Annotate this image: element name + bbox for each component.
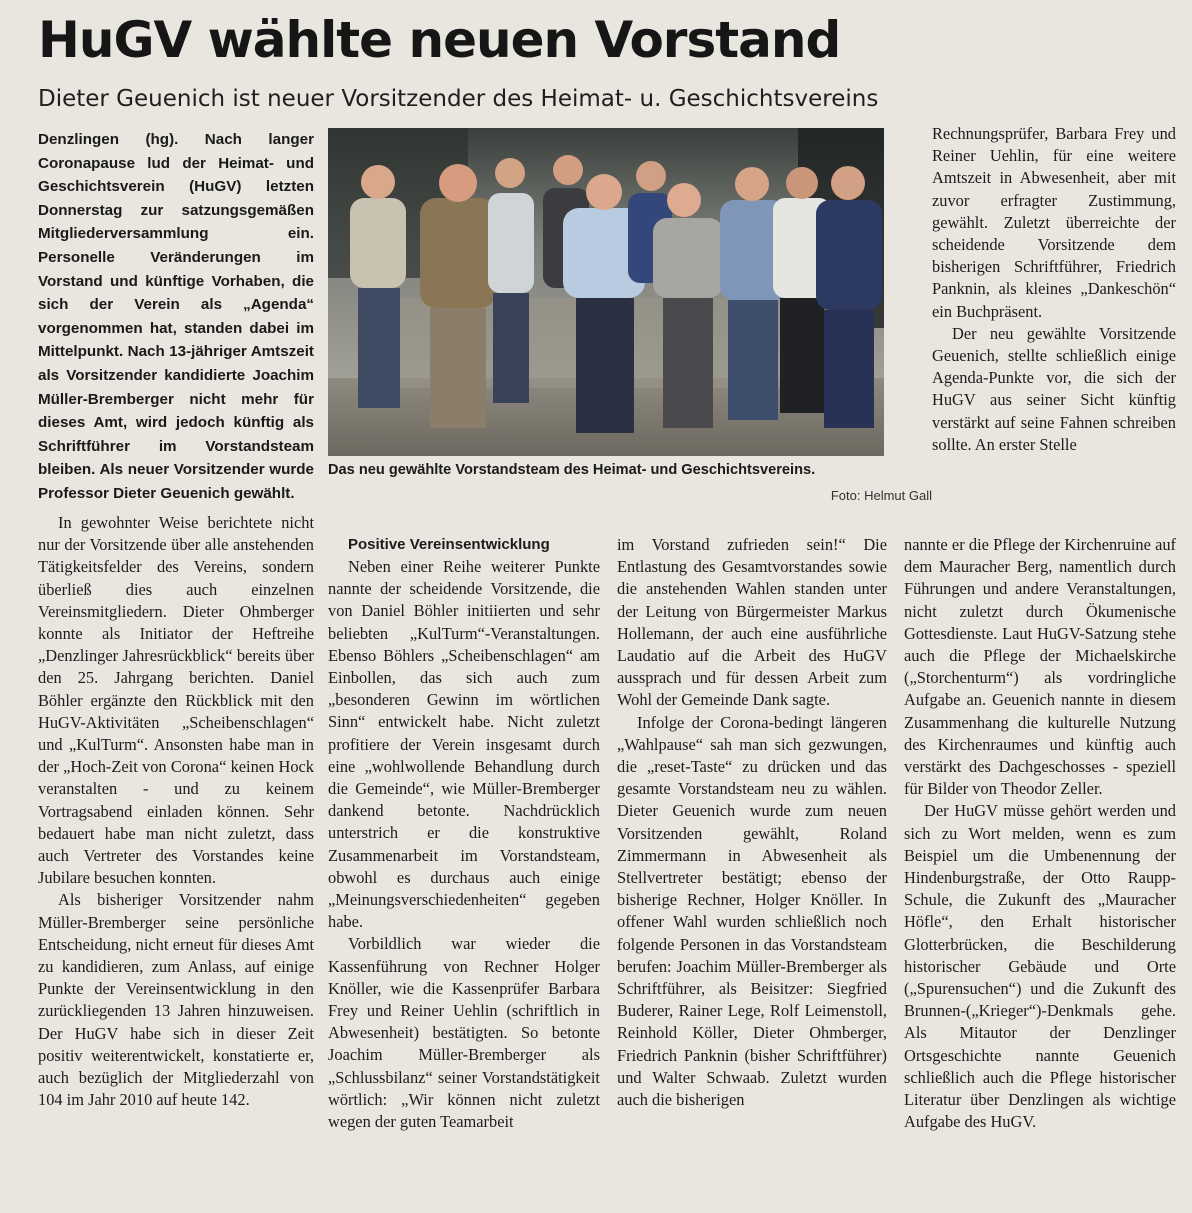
paragraph: nannte er die Pflege der Kirchenruine auf dem Mauracher Berg, namentlich durch Führungen und andere Veranstaltungen, nicht zuletzt durch Ökumenische Gottesdienste. Laut HuGV-Satzung stehe auch die Pflege der Michaelskirche („Storchenturm“) als vordringliche Aufgabe an. Geuenich nannte in diesem Zusammenhang die kulturelle Nutzung des Kirchenraumes und künftig auch verstärkt des Dachgeschosses - speziell für Bilder von Theodor Zeller. (904, 535, 1176, 799)
paragraph: Als bisheriger Vorsitzender nahm Müller-Bremberger seine persönliche Entscheidung, nicht erneut für dieses Amt zu kandidieren, zum Anlass, auf einige Punkte der Vereinsentwicklung in den zurückliegenden 13 Jahren hinzuweisen. Der HuGV habe sich in dieser Zeit positiv weiterentwickelt, konstatierte er, auch bezüglich der Mitgliederzahl von 104 im Jahr 2010 auf heute 142. (38, 890, 314, 1110)
headline: HuGV wählte neuen Vorstand (38, 11, 841, 69)
column-3 (617, 534, 887, 1111)
photo-caption: Das neu gewählte Vorstandsteam des Heimat- und Geschichtsvereins. (328, 462, 816, 478)
column-4-top (932, 123, 1176, 456)
lead-text: Denzlingen (hg). Nach langer Coronapause lud der Heimat- und Geschichtsverein (HuGV) letzten Donnerstag zur satzungsgemäßen Mitgliederversammlung ein. Personelle Veränderungen im Vorstand und künftige Vorhaben, die sich der Verein als „Agenda“ vorgenommen hat, standen dabei im Mittelpunkt. Nach 13-jähriger Amtszeit als Vorsitzender kandidierte Joachim Müller-Bremberger nicht mehr für dieses Amt, wird jedoch künftig als Schriftführer im Vorstandsteam bleiben. Als neuer Vorsitzender wurde Professor Dieter Geuenich gewählt. (38, 131, 314, 502)
paragraph: Der HuGV müsse gehört werden und sich zu Wort melden, wenn es zum Beispiel um die Umbenennung der Hindenburgstraße, der Otto Raupp-Schule, die Zukunft des „Mauracher Höfle“, den Erhalt historischer Glotterbrücken, die Beschilderung historischer Gebäude und Orte („Spurensuchen“) und die Zukunft des Brunnen-(„Krieger“)-Denkmals gehe. Als Mitautor der Denzlinger Ortsgeschichte nannte Geuenich schließlich auch die Pflege historischer Literatur über Denzlingen als wichtige Aufgabe des HuGV. (904, 801, 1176, 1132)
paragraph: Neben einer Reihe weiterer Punkte nannte der scheidende Vorsitzende, die von Daniel Böhler initiierten und sehr beliebten „KulTurm“-Veranstaltungen. Ebenso Böhlers „Scheibenschlagen“ am Einbollen, das sich auch zum „besonderen Gewinn im wörtlichen Sinn“ entwickelt habe. Nicht zuletzt profitiere der Verein insgesamt durch eine „wohlwollende Behandlung durch die Gemeinde“, wie Müller-Bremberger dankend betonte. Nachdrücklich unterstrich er die konstruktive Zusammenarbeit im Vorstandsteam, obwohl es durchaus auch einige „Meinungsverschiedenheiten“ gegeben habe. (328, 557, 600, 932)
person-1 (350, 165, 406, 408)
column-4 (904, 534, 1176, 1133)
paragraph: im Vorstand zufrieden sein!“ Die Entlastung des Gesamtvorstandes sowie die anstehenden Wahlen standen unter der Leitung von Bürgermeister Markus Hollemann, der auch eine ausführliche Laudatio auf die Arbeit des HuGV aussprach und für dessen Arbeit zum Wohl der Gemeinde Dank sagte. (617, 535, 887, 710)
column-1 (38, 512, 314, 1111)
subheadline: Dieter Geuenich ist neuer Vorsitzender des Heimat- u. Geschichtsvereins (38, 86, 879, 112)
paragraph: Rechnungsprüfer, Barbara Frey und Reiner Uehlin, für eine weitere Amtszeit in Abwesenheit, aber mit zuvor erfragter Zustimmung, gewählt. Zuletzt überreichte der scheidende Vorsitzende dem bisherigen Schriftführer, Friedrich Panknin, als kleines „Dankeschön“ ein Buchpräsent. (932, 124, 1176, 321)
lead-paragraph (38, 128, 314, 506)
paragraph: Infolge der Corona-bedingt längeren „Wahlpause“ sah man sich gezwungen, die „reset-Taste“ zu drücken und das gesamte Vorstandsteam neu zu wählen. Dieter Geuenich wurde zum neuen Vorsitzenden gewählt, Roland Zimmermann in Abwesenheit als Stellvertreter bestätigt; ebenso der bisherige Rechner, Holger Knöller. In offener Wahl wurden schließlich noch folgende Personen in das Vorstandsteam berufen: Joachim Müller-Bremberger als Schriftführer, als Beisitzer: Siegfried Buderer, Rainer Lege, Rolf Leimenstoll, Reinhold Köller, Dieter Ohmberger, Friedrich Panknin (bisher Schriftführer) und Walter Schwaab. Zuletzt wurden auch die bisherigen (617, 712, 887, 1110)
person-10 (816, 166, 882, 428)
photo-credit: Foto: Helmut Gall (830, 488, 932, 503)
person-7 (653, 183, 723, 428)
paragraph: Vorbildlich war wieder die Kassenführung von Rechner Holger Knöller, wie die Kassenprüfer Barbara Frey und Reiner Uehlin (schriftlich in Abwesenheit) bestätigten. So betonte Joachim Müller-Bremberger als „Schlussbilanz“ seiner Vorstandstätigkeit wörtlich: „Wir können nicht zuletzt wegen der guten Teamarbeit (328, 934, 600, 1132)
column-2 (328, 534, 600, 1133)
person-2 (420, 164, 496, 428)
paragraph: Der neu gewählte Vorsitzende Geuenich, stellte schließlich einige Agenda-Punkte vor, die sich der HuGV aus seiner Sicht künftig verstärkt auf seine Fahnen schreiben sollte. An erster Stelle (932, 323, 1176, 454)
person-3 (488, 158, 534, 403)
section-heading: Positive Vereinsentwicklung (348, 536, 550, 553)
group-photo-image (328, 128, 884, 456)
paragraph: In gewohnter Weise berichtete nicht nur der Vorsitzende über alle anstehenden Tätigkeitsfelder des Vereins, sondern überließ dies auch einzelnen Vereinsmitgliedern. Dieter Ohmberger konnte als Initiator der Heftreihe „Denzlinger Jahresrückblick“ bereits über den 25. Jahrgang berichten. Daniel Böhler ergänzte den Rückblick mit den HuGV-Aktivitäten „Scheibenschlagen“ und „KulTurm“. Ansonsten habe man in der „Hoch-Zeit von Corona“ keinen Hock veranstalten - und zu keinem Vortragsabend einladen können. Sehr bedauert habe man nicht zuletzt, dass auch Vertreter des Vorstandes keine Jubilare besuchen konnten. (38, 513, 314, 888)
group-photo (328, 128, 884, 456)
